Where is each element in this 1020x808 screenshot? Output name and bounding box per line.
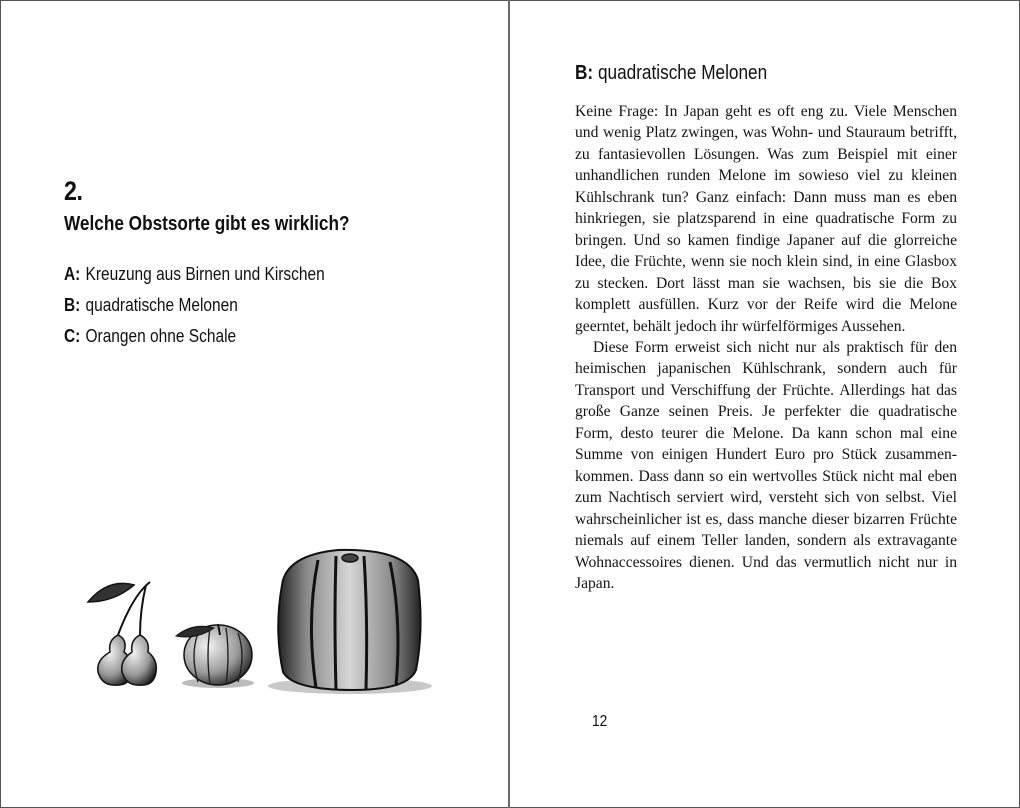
page-number: 12: [592, 713, 608, 730]
answer-option-b: [64, 295, 325, 326]
square-melon-icon: [268, 550, 432, 694]
question-number: 2.: [64, 176, 83, 206]
explanation-body: [575, 101, 957, 594]
fruit-illustration: [78, 540, 438, 700]
answer-heading-text: quadratische Melonen: [597, 62, 768, 84]
question-title: Welche Obstsorte gibt es wirklich?: [64, 213, 350, 235]
paragraph: Diese Form erweist sich nicht nur als praktisch für den heimischen japanischen Kühlschrank, sondern auch für Transport und Verschiffung der Früchte. Allerdings hat das große Ganze seinen Preis. Je perfekter die quadratische Form, desto teurer die Melone. Da kann schon mal eine Summe von einigen Hundert Euro pro Stück zusammenkommen. Dass dann so ein wertvolles Stück nicht mal eben zum Nachtisch serviert wird, versteht sich von selbst. Viel wahrscheinlicher ist es, dass manche dieser bizarren Früchte niemals auf einem Teller landen, sondern als extravagante Wohnaccessoires dienen. Und das vermutlich nicht nur in Japan.: [575, 338, 957, 592]
answer-heading-letter: B:: [575, 62, 594, 84]
right-page: [510, 0, 1020, 808]
answer-letter: C:: [64, 326, 81, 346]
answer-text: Orangen ohne Schale: [85, 326, 237, 346]
answer-heading: [575, 62, 767, 85]
answer-option-a: [64, 264, 325, 295]
peeled-orange-icon: [176, 624, 254, 688]
answer-option-c: [64, 326, 325, 357]
left-page: [0, 0, 508, 808]
paragraph: Keine Frage: In Japan geht es oft eng zu. Viele Menschen und wenig Platz zwingen, was Wohn- und Stauraum betrifft, zu fantasievollen Lösungen. Was zum Beispiel mit einer unhandlichen runden Melone im sowieso viel zu kleinen Kühlschrank tun? Ganz einfach: Dann muss man es eben hinkriegen, sie platzsparend in eine quadratische Form zu bringen. Und so kamen findige Japaner auf die glorreiche Idee, die Früchte, wenn sie noch klein sind, in eine Glasbox zu stecken. Dort lässt man sie wachsen, bis sie die Box komplett ausfüllen. Kurz vor der Reife wird die Melone geerntet, behält jedoch ihr würfelförmiges Aussehen.: [575, 103, 957, 335]
answer-letter: B:: [64, 295, 81, 315]
pear-cherry-icon: [88, 582, 156, 685]
answer-options: [64, 264, 367, 357]
answer-letter: A:: [64, 264, 81, 284]
answer-text: Kreuzung aus Birnen und Kirschen: [85, 264, 325, 284]
answer-text: quadratische Melonen: [85, 295, 238, 315]
